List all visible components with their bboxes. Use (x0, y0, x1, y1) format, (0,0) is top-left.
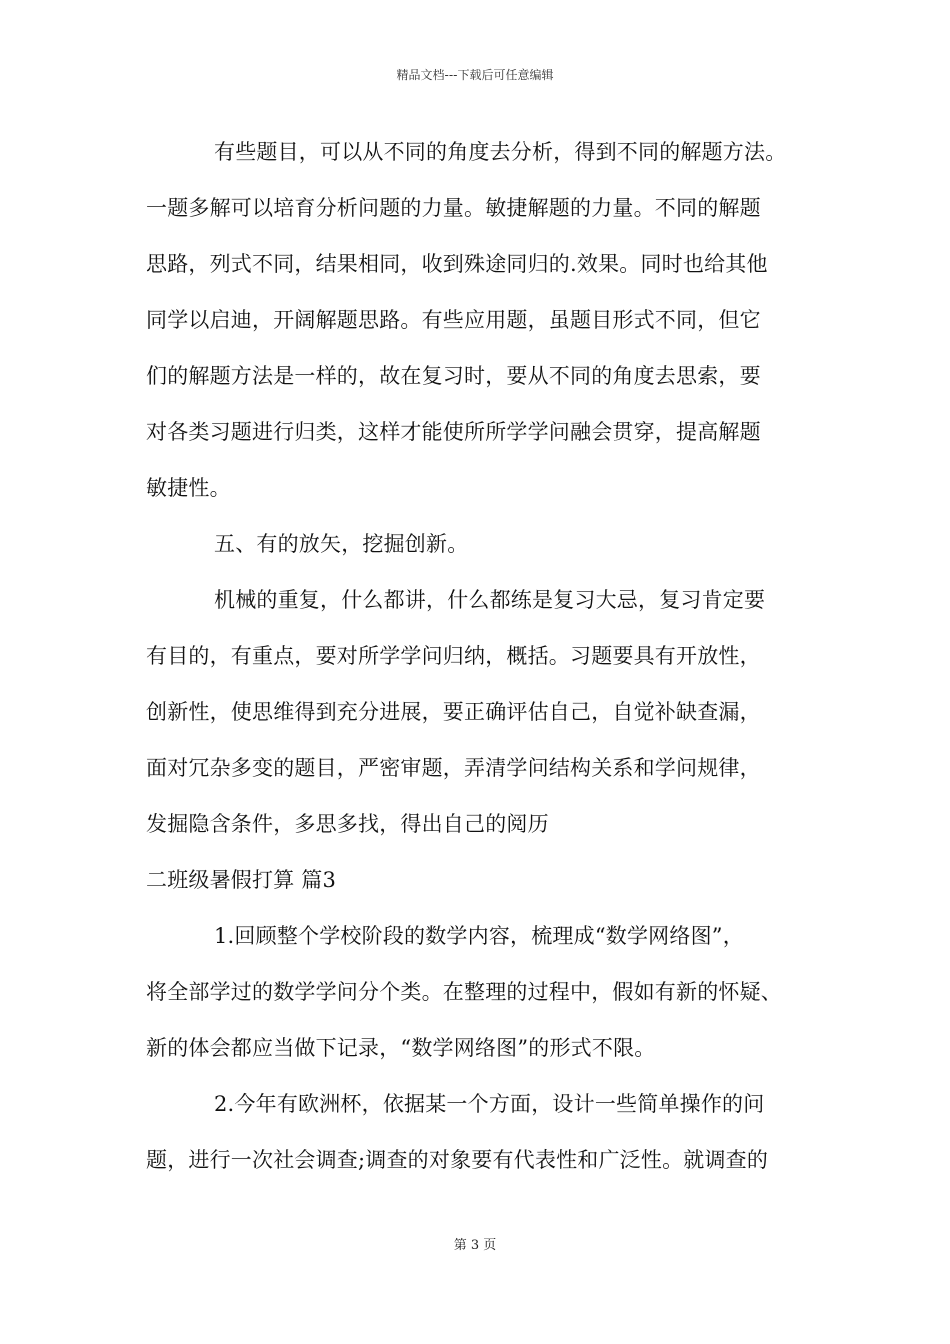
text-line: 有些题目，可以从不同的角度去分析，得到不同的解题方法。 (214, 140, 787, 164)
text-line: 一题多解可以培育分析问题的力量。敏捷解题的力量。不同的解题 (146, 196, 761, 220)
document-body (146, 132, 826, 1196)
page-header: 精品文档---下载后可任意编辑 (396, 68, 554, 82)
section-heading: 五、有的放矢，挖掘创新。 (214, 532, 469, 556)
text-line: 敏捷性。 (146, 476, 231, 500)
text-line: 同学以启迪，开阔解题思路。有些应用题，虽题目形式不同，但它 (146, 308, 761, 332)
text-line: 2.今年有欧洲杯，依据某一个方面，设计一些简单操作的问 (214, 1092, 765, 1116)
text-line: 创新性，使思维得到充分进展，要正确评估自己，自觉补缺查漏， (146, 700, 761, 724)
text-line: 们的解题方法是一样的，故在复习时，要从不同的角度去思索，要 (146, 364, 761, 388)
text-line: 1.回顾整个学校阶段的数学内容，梳理成“数学网络图”， (214, 924, 744, 948)
text-line: 新的体会都应当做下记录，“数学网络图”的形式不限。 (146, 1036, 656, 1060)
text-line: 对各类习题进行归类，这样才能使所所学学问融会贯穿，提高解题 (146, 420, 761, 444)
text-line: 发掘隐含条件，多思多找，得出自己的阅历 (146, 812, 549, 836)
text-line: 有目的，有重点，要对所学学问归纳，概括。习题要具有开放性， (146, 644, 761, 668)
text-line: 思路，列式不同，结果相同，收到殊途同归的.效果。同时也给其他 (146, 252, 768, 276)
text-line: 将全部学过的数学学问分个类。在整理的过程中，假如有新的怀疑、 (146, 980, 782, 1004)
text-line: 题，进行一次社会调查;调查的对象要有代表性和广泛性。就调查的 (146, 1148, 769, 1172)
page-number: 第 3 页 (453, 1238, 497, 1253)
text-line: 机械的重复，什么都讲，什么都练是复习大忌，复习肯定要 (214, 588, 766, 612)
section-title: 二班级暑假打算 篇3 (146, 868, 337, 892)
text-line: 面对冗杂多变的题目，严密审题，弄清学问结构关系和学问规律， (146, 756, 761, 780)
